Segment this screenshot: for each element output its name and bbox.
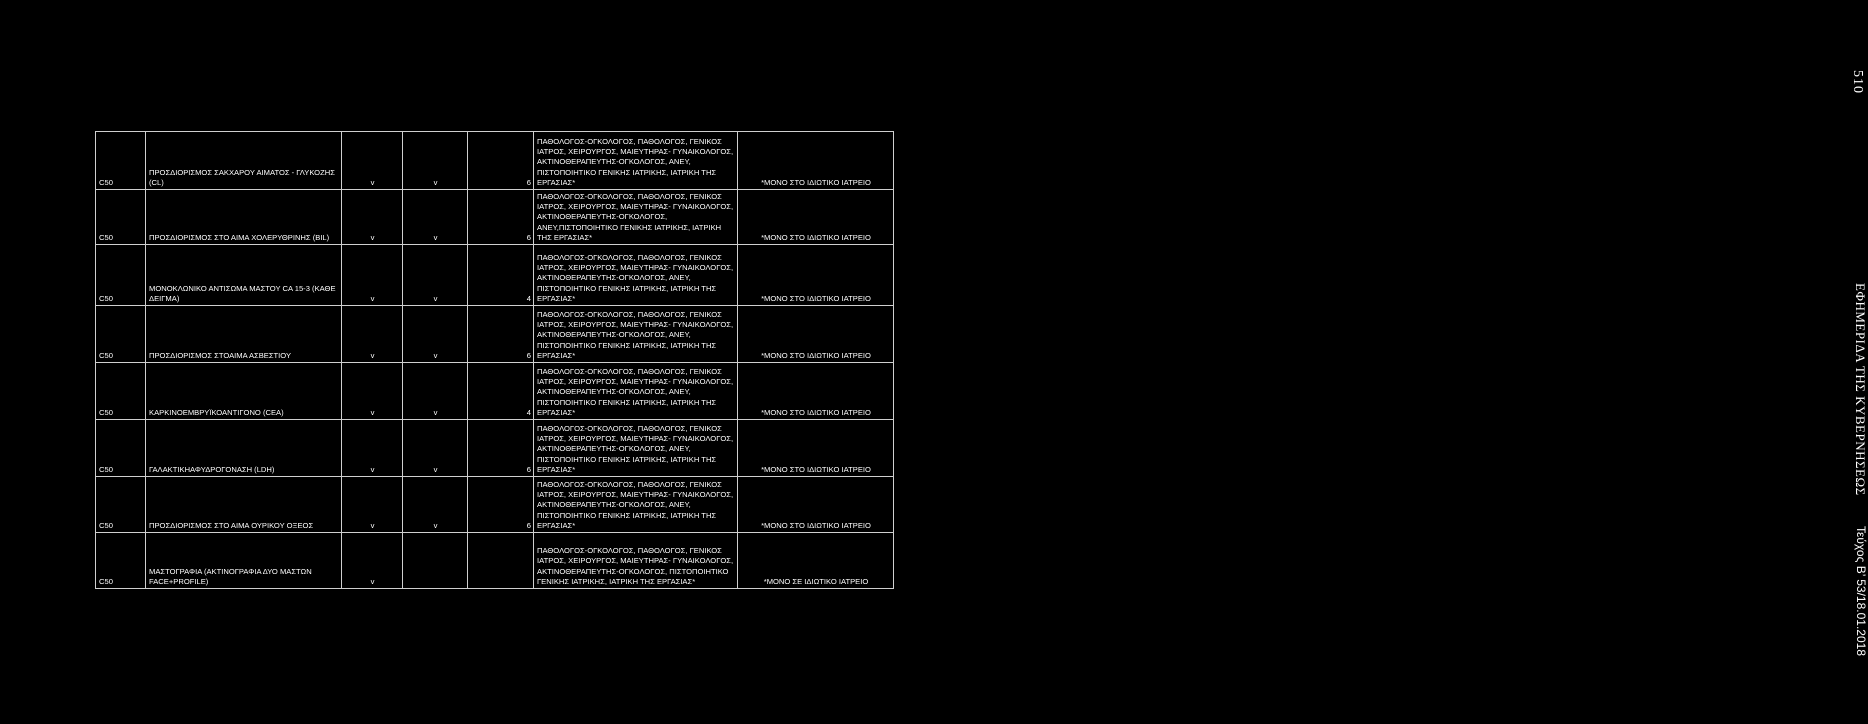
check-cell-1: v (342, 533, 403, 589)
check-cell-1: v (342, 477, 403, 533)
frequency-cell: 4 (468, 363, 534, 420)
frequency-cell: 6 (468, 190, 534, 245)
icd-code-cell: C50 (96, 306, 146, 363)
check-cell-1: v (342, 190, 403, 245)
frequency-cell: 6 (468, 132, 534, 190)
note-cell: *ΜΟΝΟ ΣΤΟ ΙΔΙΩΤΙΚΟ ΙΑΤΡΕΙΟ (738, 363, 894, 420)
table-row (96, 132, 894, 190)
check-cell-2: v (403, 245, 468, 306)
specialties-cell (534, 132, 738, 190)
icd-code-cell: C50 (96, 477, 146, 533)
table-row (96, 363, 894, 420)
test-name: ΜΟΝΟΚΛΩΝΙΚΟ ΑΝΤΙΣΩΜΑ ΜΑΣΤΟΥ CA 15-3 (ΚΑΘΕ ΔΕΙΓΜΑ) (149, 283, 336, 303)
frequency-cell: 4 (468, 245, 534, 306)
check-cell-2: v (403, 477, 468, 533)
test-name: ΓΑΛΑΚΤΙΚΗΑΦΥΔΡΟΓΟΝΑΣΗ (LDH) (149, 464, 275, 474)
frequency-cell (468, 533, 534, 589)
check-cell-2: v (403, 363, 468, 420)
test-name: ΠΡΟΣΔΙΟΡΙΣΜΟΣ ΣΤΟ ΑΙΜΑ ΟΥΡΙΚΟΥ ΟΞΕΟΣ (149, 520, 314, 530)
note-cell: *ΜΟΝΟ ΣΤΟ ΙΔΙΩΤΙΚΟ ΙΑΤΡΕΙΟ (738, 420, 894, 477)
test-name-cell (146, 245, 342, 306)
check-cell-2 (403, 533, 468, 589)
table-row (96, 533, 894, 589)
test-name-cell (146, 363, 342, 420)
note-cell: *ΜΟΝΟ ΣΤΟ ΙΔΙΩΤΙΚΟ ΙΑΤΡΕΙΟ (738, 477, 894, 533)
check-cell-1: v (342, 420, 403, 477)
icd-code-cell: C50 (96, 363, 146, 420)
table-row (96, 245, 894, 306)
check-cell-2: v (403, 306, 468, 363)
note-cell: *ΜΟΝΟ ΣΤΟ ΙΔΙΩΤΙΚΟ ΙΑΤΡΕΙΟ (738, 132, 894, 190)
specialties-cell (534, 190, 738, 245)
specialties-text: ΠΑΘΟΛΟΓΟΣ-ΟΓΚΟΛΟΓΟΣ, ΠΑΘΟΛΟΓΟΣ, ΓΕΝΙΚΟΣ ΙΑΤΡΟΣ, ΧΕΙΡΟΥΡΓΟΣ, ΜΑΙΕΥΤΗΡΑΣ- ΓΥΝΑΙΚΟΛΟΓΟΣ, ΑΚΤΙΝΟΘΕΡΑΠΕΥΤΗΣ-ΟΓΚΟΛΟΓΟΣ, ΑΝΕΥ, ΠΙΣΤΟΠΟΙΗΤΙΚΟ ΓΕΝΙΚΗΣ ΙΑΤΡΙΚΗΣ, ΙΑΤΡΙΚΗ ΤΗΣ ΕΡΓΑΣΙΑΣ* (537, 136, 734, 187)
test-name-cell (146, 533, 342, 589)
check-cell-1: v (342, 132, 403, 190)
specialties-cell (534, 533, 738, 589)
table-row (96, 306, 894, 363)
table-row (96, 477, 894, 533)
table-row (96, 420, 894, 477)
note-cell: *ΜΟΝΟ ΣΕ ΙΔΙΩΤΙΚΟ ΙΑΤΡΕΙΟ (738, 533, 894, 589)
test-name: ΠΡΟΣΔΙΟΡΙΣΜΟΣ ΣΤΟΑΙΜΑ ΑΣΒΕΣΤΙΟΥ (149, 350, 292, 360)
note-cell: *ΜΟΝΟ ΣΤΟ ΙΔΙΩΤΙΚΟ ΙΑΤΡΕΙΟ (738, 245, 894, 306)
page-number: 510 (1850, 70, 1865, 94)
specialties-text: ΠΑΘΟΛΟΓΟΣ-ΟΓΚΟΛΟΓΟΣ, ΠΑΘΟΛΟΓΟΣ, ΓΕΝΙΚΟΣ ΙΑΤΡΟΣ, ΧΕΙΡΟΥΡΓΟΣ, ΜΑΙΕΥΤΗΡΑΣ- ΓΥΝΑΙΚΟΛΟΓΟΣ, ΑΚΤΙΝΟΘΕΡΑΠΕΥΤΗΣ-ΟΓΚΟΛΟΓΟΣ, ΑΝΕΥ,ΠΙΣΤΟΠΟΙΗΤΙΚΟ ΓΕΝΙΚΗΣ ΙΑΤΡΙΚΗΣ, ΙΑΤΡΙΚΗ ΤΗΣ ΕΡΓΑΣΙΑΣ* (537, 191, 734, 242)
table-row (96, 190, 894, 245)
specialties-text: ΠΑΘΟΛΟΓΟΣ-ΟΓΚΟΛΟΓΟΣ, ΠΑΘΟΛΟΓΟΣ, ΓΕΝΙΚΟΣ ΙΑΤΡΟΣ, ΧΕΙΡΟΥΡΓΟΣ, ΜΑΙΕΥΤΗΡΑΣ- ΓΥΝΑΙΚΟΛΟΓΟΣ, ΑΚΤΙΝΟΘΕΡΑΠΕΥΤΗΣ-ΟΓΚΟΛΟΓΟΣ, ΑΝΕΥ, ΠΙΣΤΟΠΟΙΗΤΙΚΟ ΓΕΝΙΚΗΣ ΙΑΤΡΙΚΗΣ, ΙΑΤΡΙΚΗ ΤΗΣ ΕΡΓΑΣΙΑΣ* (537, 309, 734, 360)
frequency-cell: 6 (468, 306, 534, 363)
page-sidebar (914, 0, 1868, 724)
icd-code-cell: C50 (96, 190, 146, 245)
test-name-cell (146, 477, 342, 533)
test-name-cell (146, 190, 342, 245)
specialties-text: ΠΑΘΟΛΟΓΟΣ-ΟΓΚΟΛΟΓΟΣ, ΠΑΘΟΛΟΓΟΣ, ΓΕΝΙΚΟΣ ΙΑΤΡΟΣ, ΧΕΙΡΟΥΡΓΟΣ, ΜΑΙΕΥΤΗΡΑΣ- ΓΥΝΑΙΚΟΛΟΓΟΣ, ΑΚΤΙΝΟΘΕΡΑΠΕΥΤΗΣ-ΟΓΚΟΛΟΓΟΣ, ΑΝΕΥ, ΠΙΣΤΟΠΟΙΗΤΙΚΟ ΓΕΝΙΚΗΣ ΙΑΤΡΙΚΗΣ, ΙΑΤΡΙΚΗ ΤΗΣ ΕΡΓΑΣΙΑΣ* (537, 252, 734, 303)
specialties-text: ΠΑΘΟΛΟΓΟΣ-ΟΓΚΟΛΟΓΟΣ, ΠΑΘΟΛΟΓΟΣ, ΓΕΝΙΚΟΣ ΙΑΤΡΟΣ, ΧΕΙΡΟΥΡΓΟΣ, ΜΑΙΕΥΤΗΡΑΣ- ΓΥΝΑΙΚΟΛΟΓΟΣ, ΑΚΤΙΝΟΘΕΡΑΠΕΥΤΗΣ-ΟΓΚΟΛΟΓΟΣ, ΑΝΕΥ, ΠΙΣΤΟΠΟΙΗΤΙΚΟ ΓΕΝΙΚΗΣ ΙΑΤΡΙΚΗΣ, ΙΑΤΡΙΚΗ ΤΗΣ ΕΡΓΑΣΙΑΣ* (537, 479, 734, 530)
note-cell: *ΜΟΝΟ ΣΤΟ ΙΔΙΩΤΙΚΟ ΙΑΤΡΕΙΟ (738, 306, 894, 363)
check-cell-1: v (342, 306, 403, 363)
test-name: ΚΑΡΚΙΝΟΕΜΒΡΥΪΚΟΑΝΤΙΓΟΝΟ (CEA) (149, 407, 284, 417)
specialties-cell (534, 420, 738, 477)
test-name-cell (146, 420, 342, 477)
check-cell-2: v (403, 190, 468, 245)
check-cell-2: v (403, 132, 468, 190)
icd-code-cell: C50 (96, 533, 146, 589)
test-name: ΠΡΟΣΔΙΟΡΙΣΜΟΣ ΣΑΚΧΑΡΟΥ ΑΙΜΑΤΟΣ - ΓΛΥΚΟΖΗΣ (CL) (149, 167, 335, 187)
frequency-cell: 6 (468, 420, 534, 477)
issue-reference: Τεύχος Β’ 53/18.01.2018 (1854, 526, 1868, 656)
specialties-text: ΠΑΘΟΛΟΓΟΣ-ΟΓΚΟΛΟΓΟΣ, ΠΑΘΟΛΟΓΟΣ, ΓΕΝΙΚΟΣ ΙΑΤΡΟΣ, ΧΕΙΡΟΥΡΓΟΣ, ΜΑΙΕΥΤΗΡΑΣ- ΓΥΝΑΙΚΟΛΟΓΟΣ, ΑΚΤΙΝΟΘΕΡΑΠΕΥΤΗΣ-ΟΓΚΟΛΟΓΟΣ, ΠΙΣΤΟΠΟΙΗΤΙΚΟ ΓΕΝΙΚΗΣ ΙΑΤΡΙΚΗΣ, ΙΑΤΡΙΚΗ ΤΗΣ ΕΡΓΑΣΙΑΣ* (537, 546, 734, 586)
test-name: ΜΑΣΤΟΓΡΑΦΙΑ (ΑΚΤΙΝΟΓΡΑΦΙΑ ΔΥΟ ΜΑΣΤΩΝ FACE+PROFILE) (149, 566, 312, 586)
icd-code-cell: C50 (96, 245, 146, 306)
check-cell-2: v (403, 420, 468, 477)
test-name: ΠΡΟΣΔΙΟΡΙΣΜΟΣ ΣΤΟ ΑΙΜΑ ΧΟΛΕΡΥΘΡΙΝΗΣ (BIL) (149, 232, 330, 242)
gazette-title: ΕΦΗΜΕΡΙΔΑ ΤΗΣ ΚΥΒΕΡΝΗΣΕΩΣ (1853, 283, 1868, 496)
frequency-cell: 6 (468, 477, 534, 533)
icd-code-cell: C50 (96, 132, 146, 190)
specialties-cell (534, 477, 738, 533)
specialties-cell (534, 306, 738, 363)
diagnostic-tests-table (95, 131, 894, 589)
specialties-cell (534, 245, 738, 306)
specialties-text: ΠΑΘΟΛΟΓΟΣ-ΟΓΚΟΛΟΓΟΣ, ΠΑΘΟΛΟΓΟΣ, ΓΕΝΙΚΟΣ ΙΑΤΡΟΣ, ΧΕΙΡΟΥΡΓΟΣ, ΜΑΙΕΥΤΗΡΑΣ- ΓΥΝΑΙΚΟΛΟΓΟΣ, ΑΚΤΙΝΟΘΕΡΑΠΕΥΤΗΣ-ΟΓΚΟΛΟΓΟΣ, ΑΝΕΥ, ΠΙΣΤΟΠΟΙΗΤΙΚΟ ΓΕΝΙΚΗΣ ΙΑΤΡΙΚΗΣ, ΙΑΤΡΙΚΗ ΤΗΣ ΕΡΓΑΣΙΑΣ* (537, 423, 734, 474)
check-cell-1: v (342, 245, 403, 306)
specialties-cell (534, 363, 738, 420)
test-name-cell (146, 132, 342, 190)
check-cell-1: v (342, 363, 403, 420)
specialties-text: ΠΑΘΟΛΟΓΟΣ-ΟΓΚΟΛΟΓΟΣ, ΠΑΘΟΛΟΓΟΣ, ΓΕΝΙΚΟΣ ΙΑΤΡΟΣ, ΧΕΙΡΟΥΡΓΟΣ, ΜΑΙΕΥΤΗΡΑΣ- ΓΥΝΑΙΚΟΛΟΓΟΣ, ΑΚΤΙΝΟΘΕΡΑΠΕΥΤΗΣ-ΟΓΚΟΛΟΓΟΣ, ΑΝΕΥ, ΠΙΣΤΟΠΟΙΗΤΙΚΟ ΓΕΝΙΚΗΣ ΙΑΤΡΙΚΗΣ, ΙΑΤΡΙΚΗ ΤΗΣ ΕΡΓΑΣΙΑΣ* (537, 366, 734, 417)
note-cell: *ΜΟΝΟ ΣΤΟ ΙΔΙΩΤΙΚΟ ΙΑΤΡΕΙΟ (738, 190, 894, 245)
icd-code-cell: C50 (96, 420, 146, 477)
test-name-cell (146, 306, 342, 363)
